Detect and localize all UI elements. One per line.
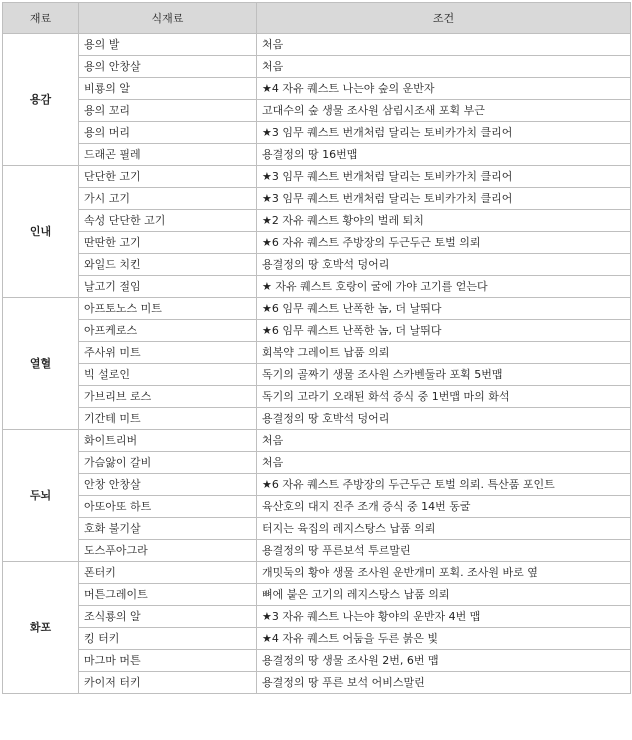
table-row [3,628,631,650]
category-cell: 용감 [3,34,79,166]
ingredient-cell: 가슴앓이 갈비 [79,452,257,474]
condition-cell: 용결정의 땅 호박석 덩어리 [257,254,631,276]
ingredient-cell: 아프토노스 미트 [79,298,257,320]
condition-cell: 처음 [257,56,631,78]
header-ingredient: 식재료 [79,3,257,34]
condition-cell: ★6 임무 퀘스트 난폭한 놈, 더 날뛰다 [257,320,631,342]
ingredient-cell: 마그마 머튼 [79,650,257,672]
ingredient-cell: 화이트리버 [79,430,257,452]
ingredient-cell: 아또아또 하트 [79,496,257,518]
condition-cell: 용결정의 땅 푸른 보석 어비스말린 [257,672,631,694]
ingredient-cell: 조식룡의 알 [79,606,257,628]
table-row [3,650,631,672]
category-cell: 화포 [3,562,79,694]
condition-cell: ★3 임무 퀘스트 번개처럼 달리는 토비카가치 클리어 [257,188,631,210]
table-row [3,276,631,298]
ingredient-cell: 호화 불기살 [79,518,257,540]
ingredient-cell: 단단한 고기 [79,166,257,188]
ingredient-cell: 아프케로스 [79,320,257,342]
table-row [3,122,631,144]
table-body [3,34,631,694]
category-cell: 인내 [3,166,79,298]
table-row [3,320,631,342]
ingredient-cell: 머튼그레이트 [79,584,257,606]
ingredient-cell: 주사위 미트 [79,342,257,364]
condition-cell: 처음 [257,430,631,452]
ingredient-cell: 딴딴한 고기 [79,232,257,254]
table-row [3,210,631,232]
table-row [3,430,631,452]
condition-cell: 용결정의 땅 생물 조사원 2번, 6번 맵 [257,650,631,672]
condition-cell: 개밋둑의 황야 생물 조사원 운반개미 포획. 조사원 바로 옆 [257,562,631,584]
table-row [3,606,631,628]
condition-cell: 용결정의 땅 16번맵 [257,144,631,166]
table-row [3,100,631,122]
table-row [3,56,631,78]
table-row [3,584,631,606]
condition-cell: ★3 임무 퀘스트 번개처럼 달리는 토비카가치 클리어 [257,122,631,144]
ingredient-cell: 가시 고기 [79,188,257,210]
condition-cell: ★3 임무 퀘스트 번개처럼 달리는 토비카가치 클리어 [257,166,631,188]
table-row [3,166,631,188]
table-row [3,254,631,276]
ingredient-cell: 가브리브 로스 [79,386,257,408]
category-cell: 열혈 [3,298,79,430]
condition-cell: 독기의 골짜기 생물 조사원 스카벤둘라 포획 5번맵 [257,364,631,386]
ingredient-cell: 용의 안창살 [79,56,257,78]
condition-cell: ★6 자유 퀘스트 주방장의 두근두근 토벌 의뢰 [257,232,631,254]
table-row [3,144,631,166]
condition-cell: ★2 자유 퀘스트 황야의 벌레 퇴치 [257,210,631,232]
table-row [3,386,631,408]
condition-cell: ★4 자유 퀘스트 어둠을 두른 붉은 빛 [257,628,631,650]
condition-cell: ★6 자유 퀘스트 주방장의 두근두근 토벌 의뢰. 특산품 포인트 [257,474,631,496]
condition-cell: 육산호의 대지 진주 조개 증식 중 14번 동굴 [257,496,631,518]
ingredient-cell: 속성 단단한 고기 [79,210,257,232]
table-row [3,364,631,386]
condition-cell: ★ 자유 퀘스트 호랑이 굴에 가야 고기를 얻는다 [257,276,631,298]
table-row [3,78,631,100]
ingredient-cell: 용의 발 [79,34,257,56]
condition-cell: 용결정의 땅 호박석 덩어리 [257,408,631,430]
table-row [3,540,631,562]
table-row [3,408,631,430]
table-row [3,232,631,254]
table-row [3,672,631,694]
table-row [3,496,631,518]
ingredient-cell: 빅 설로인 [79,364,257,386]
table-row [3,188,631,210]
category-cell: 두뇌 [3,430,79,562]
ingredient-cell: 드래곤 필레 [79,144,257,166]
table-row [3,562,631,584]
condition-cell: 용결정의 땅 푸른보석 투르말린 [257,540,631,562]
ingredient-table [2,2,631,694]
condition-cell: ★3 자유 퀘스트 나는야 황야의 운반자 4번 맵 [257,606,631,628]
header-row [3,3,631,34]
ingredient-cell: 킹 터키 [79,628,257,650]
ingredient-cell: 용의 꼬리 [79,100,257,122]
table-row [3,34,631,56]
table-row [3,452,631,474]
condition-cell: ★4 자유 퀘스트 나는야 숲의 운반자 [257,78,631,100]
ingredient-cell: 폰터키 [79,562,257,584]
table-row [3,518,631,540]
condition-cell: 터지는 육집의 레지스탕스 납품 의뢰 [257,518,631,540]
ingredient-cell: 비룡의 알 [79,78,257,100]
table-row [3,298,631,320]
ingredient-cell: 와일드 치킨 [79,254,257,276]
ingredient-cell: 날고기 절임 [79,276,257,298]
ingredient-cell: 기간테 미트 [79,408,257,430]
condition-cell: 뼈에 붙은 고기의 레지스탕스 납품 의뢰 [257,584,631,606]
ingredient-cell: 안창 안창살 [79,474,257,496]
header-condition: 조건 [257,3,631,34]
condition-cell: ★6 임무 퀘스트 난폭한 놈, 더 날뛰다 [257,298,631,320]
condition-cell: 처음 [257,34,631,56]
header-category: 재료 [3,3,79,34]
ingredient-cell: 카이저 터키 [79,672,257,694]
table-row [3,342,631,364]
condition-cell: 고대수의 숲 생물 조사원 삼림시조새 포획 부근 [257,100,631,122]
table-row [3,474,631,496]
condition-cell: 처음 [257,452,631,474]
condition-cell: 회복약 그레이트 납품 의뢰 [257,342,631,364]
ingredient-cell: 용의 머리 [79,122,257,144]
condition-cell: 독기의 고라기 오래된 화석 증식 중 1번맵 마의 화석 [257,386,631,408]
ingredient-cell: 도스푸아그라 [79,540,257,562]
